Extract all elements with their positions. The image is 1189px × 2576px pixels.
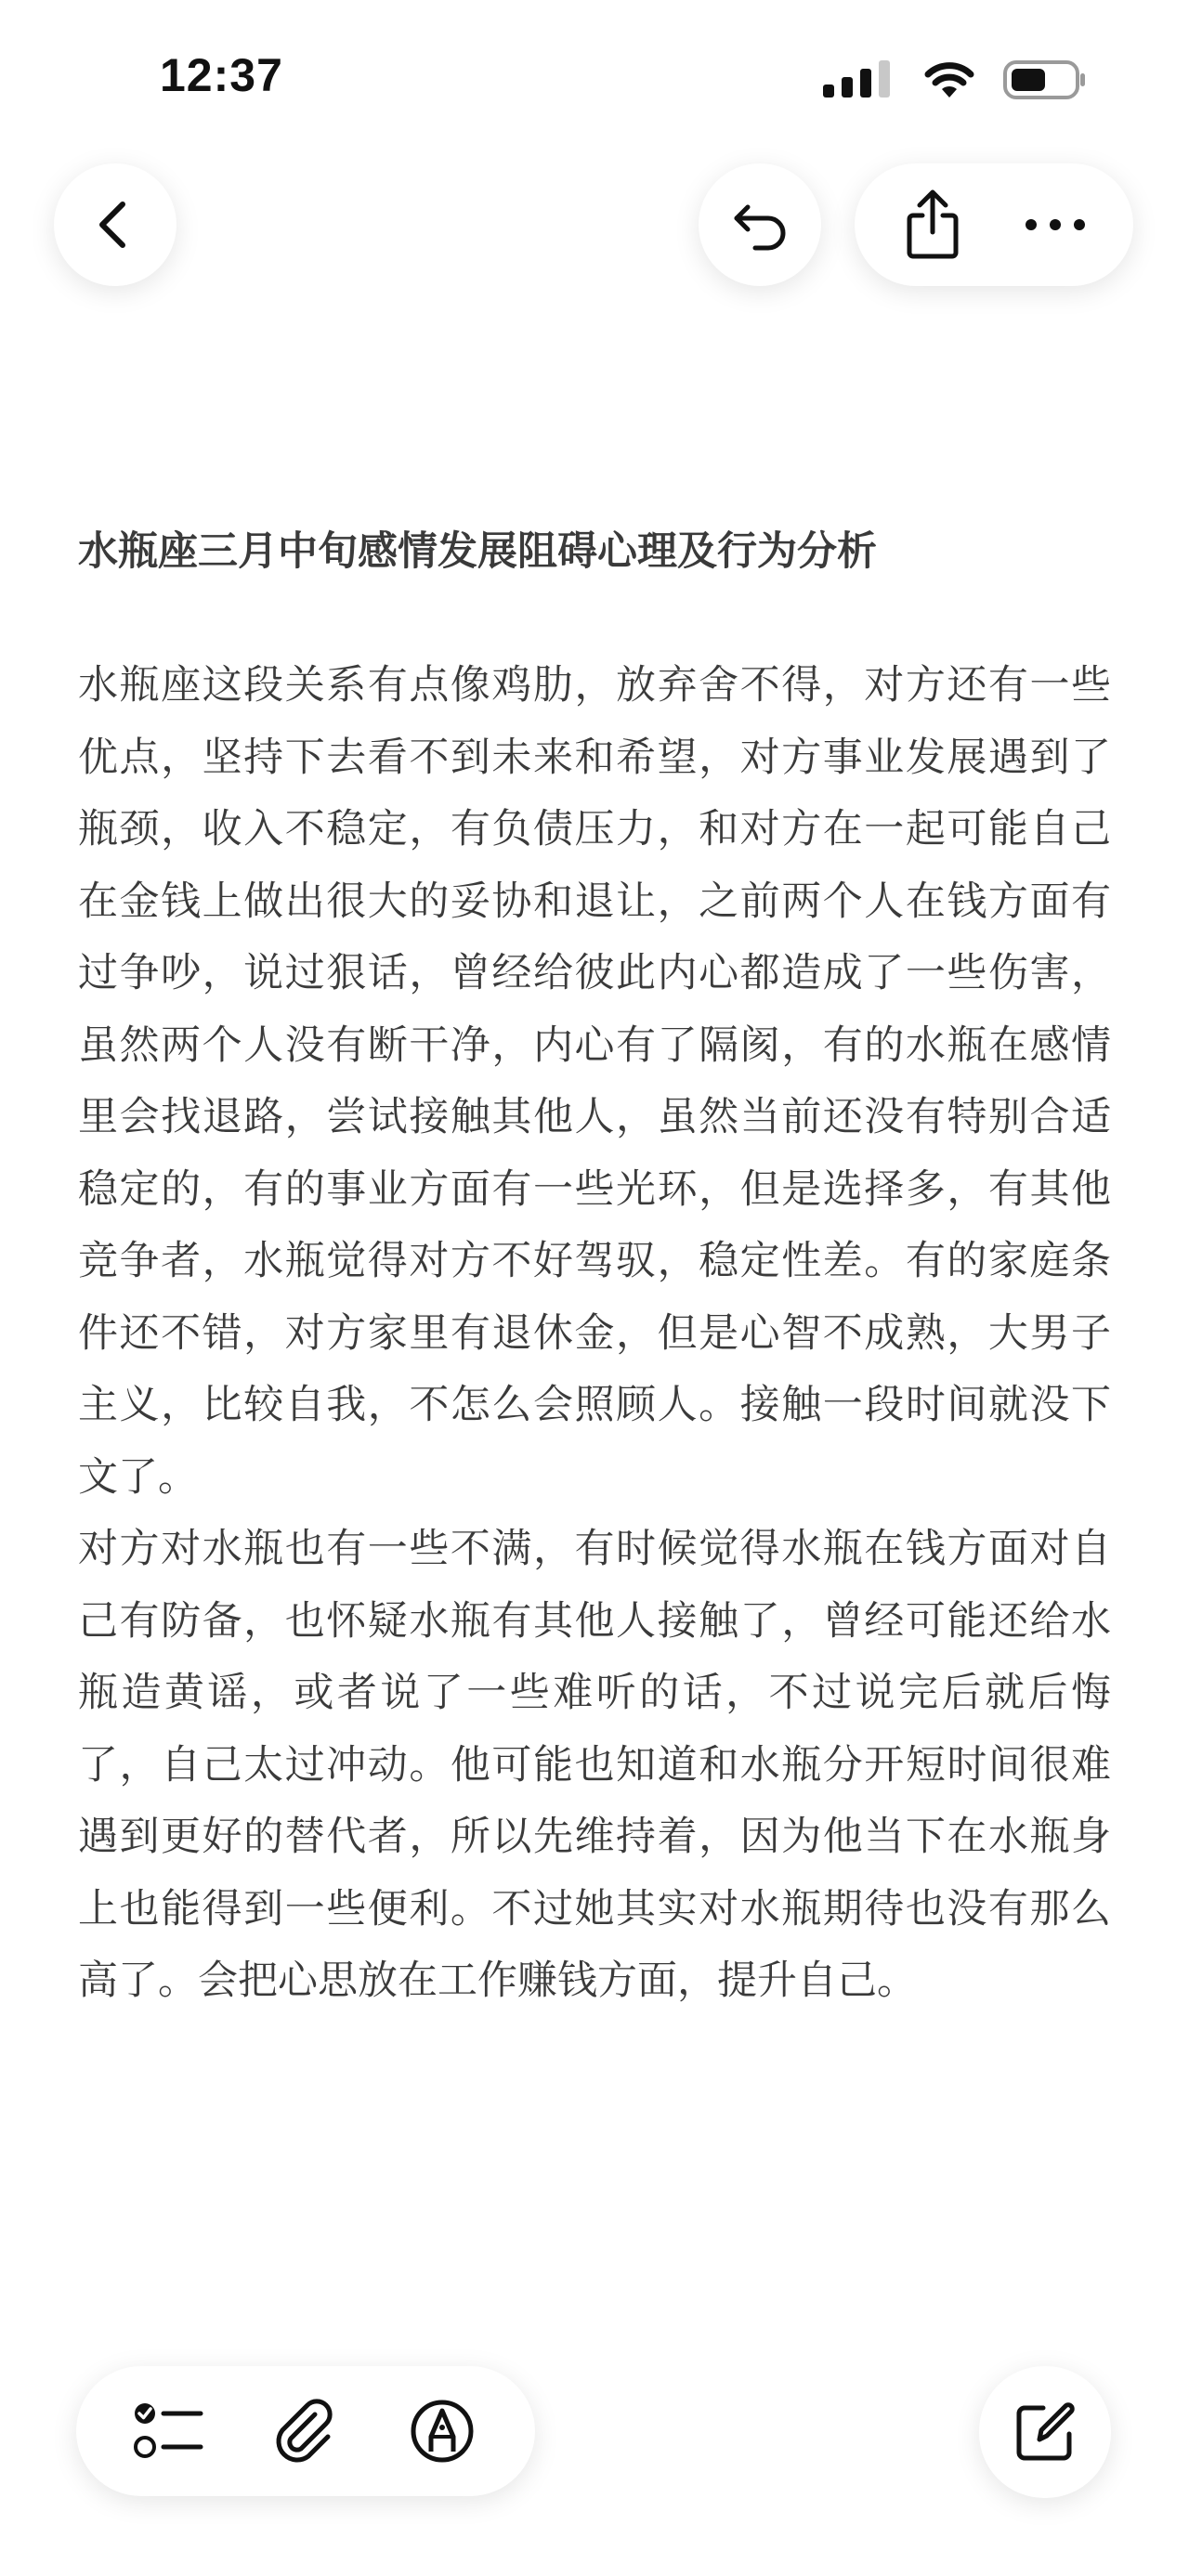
compose-icon [1012, 2399, 1078, 2465]
markup-button[interactable] [386, 2375, 498, 2487]
share-more-group [855, 163, 1133, 286]
wifi-icon [923, 60, 975, 99]
back-button[interactable] [54, 163, 176, 286]
bottom-toolbar [76, 2366, 535, 2496]
back-icon [87, 197, 143, 253]
cellular-signal-icon [823, 60, 895, 99]
markup-pen-icon [409, 2398, 476, 2465]
checklist-button[interactable] [113, 2375, 225, 2487]
status-bar [0, 0, 1189, 149]
battery-icon [1003, 59, 1087, 100]
paperclip-icon [272, 2398, 339, 2465]
more-button[interactable] [1000, 169, 1111, 280]
note-body[interactable] [78, 516, 1111, 2018]
more-icon [1023, 215, 1088, 234]
undo-icon [727, 192, 792, 257]
compose-button[interactable] [979, 2366, 1111, 2498]
share-icon [900, 188, 965, 262]
checklist-icon [132, 2399, 206, 2464]
status-time: 12:37 [160, 49, 283, 101]
share-button[interactable] [877, 169, 988, 280]
undo-button[interactable] [699, 163, 821, 286]
note-paragraph: 对方对水瓶也有一些不满，有时候觉得水瓶在钱方面对自己有防备，也怀疑水瓶有其他人接触了，曾经可能还给水瓶造黄谣，或者说了一些难听的话，不过说完后就后悔了，自己太过冲动。他可能也知道和水瓶分开短时间很难遇到更好的替代者，所以先维持着，因为他当下在水瓶身上也能得到一些便利。不过她其实对水瓶期待也没有那么高了。会把心思放在工作赚钱方面，提升自己。 [78, 1526, 1111, 2004]
attachment-button[interactable] [250, 2375, 361, 2487]
note-paragraph: 水瓶座这段关系有点像鸡肋，放弃舍不得，对方还有一些优点，坚持下去看不到未来和希望，对方事业发展遇到了瓶颈，收入不稳定，有负债压力，和对方在一起可能自己在金钱上做出很大的妥协和退让，之前两个人在钱方面有过争吵，说过狠话，曾经给彼此内心都造成了一些伤害，虽然两个人没有断干净，内心有了隔阂，有的水瓶在感情里会找退路，尝试接触其他人，虽然当前还没有特别合适稳定的，有的事业方面有一些光环，但是选择多，有其他竞争者，水瓶觉得对方不好驾驭，稳定性差。有的家庭条件还不错，对方家里有退休金，但是心智不成熟，大男子主义，比较自我，不怎么会照顾人。接触一段时间就没下文了。 [78, 662, 1111, 1501]
note-title: 水瓶座三月中旬感情发展阻碍心理及行为分析 [78, 528, 877, 575]
status-icons [823, 58, 1087, 102]
